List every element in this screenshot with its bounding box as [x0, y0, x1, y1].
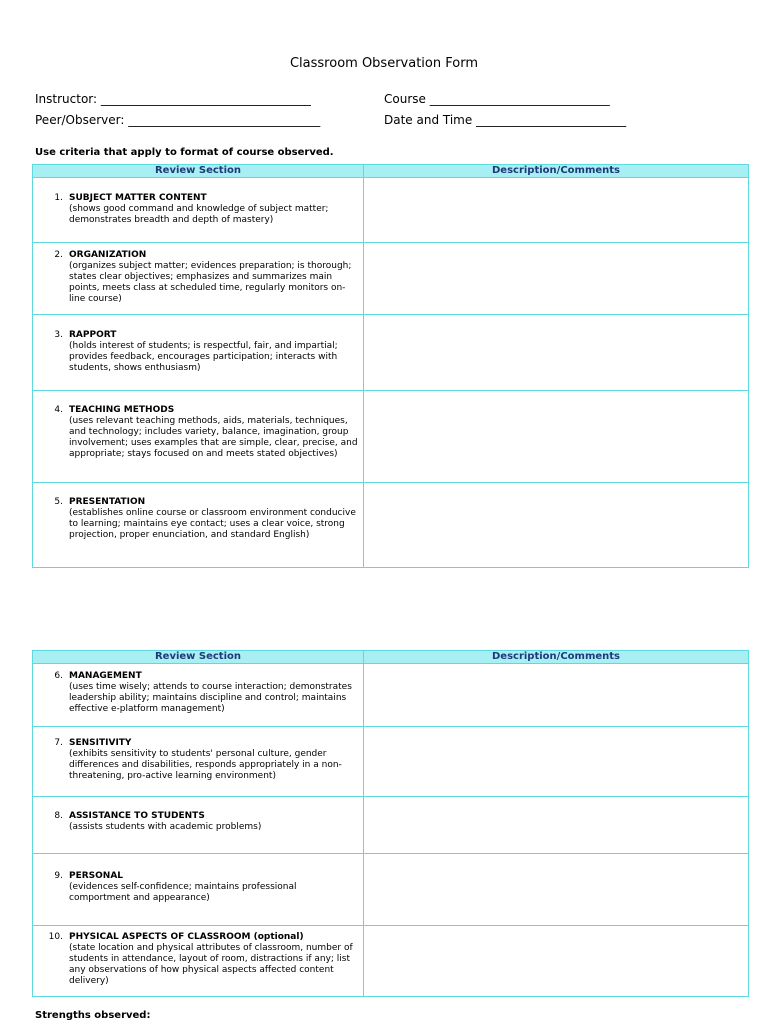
comment-cell[interactable]: [364, 178, 749, 243]
review-item-organization: [33, 243, 363, 305]
item-description: (uses relevant teaching methods, aids, materials, techniques, and technology; includes variety, balance, imagination, group involvement; uses examples that are simple, clear, precise, and appropriate; stays focused on and meets stated objectives): [69, 416, 358, 459]
item-number: 8.: [54, 811, 63, 821]
item-number: 4.: [54, 405, 63, 415]
item-title: MANAGEMENT: [69, 671, 142, 681]
item-title: PHYSICAL ASPECTS OF CLASSROOM (optional): [69, 932, 304, 942]
form-title: Classroom Observation Form: [289, 56, 478, 71]
item-description: (organizes subject matter; evidences preparation; is thorough; states clear objectives; emphasizes and summarizes main points, meets class at scheduled time, regularly monitors on-line course): [69, 261, 352, 304]
table-row: [33, 727, 749, 797]
item-description: (uses time wisely; attends to course interaction; demonstrates leadership ability; maintains discipline and control; maintains effective e-platform management): [69, 682, 352, 714]
item-number: 9.: [54, 871, 63, 881]
item-number: 3.: [54, 330, 63, 340]
review-item-personal: [33, 854, 363, 904]
comment-cell[interactable]: [364, 483, 749, 568]
instruction-text: Use criteria that apply to format of course observed.: [35, 147, 334, 158]
item-number: 1.: [54, 193, 63, 203]
review-item-assistance: [33, 797, 363, 833]
review-item-rapport: [33, 315, 363, 374]
comment-cell[interactable]: [364, 797, 749, 854]
review-item-physical-aspects: [33, 926, 363, 987]
item-title: RAPPORT: [69, 330, 117, 340]
item-description: (state location and physical attributes of classroom, number of students in attendance, layout of room, distractions if any; list any observations of how physical aspects affected content delivery): [69, 943, 353, 986]
review-item-management: [33, 664, 363, 715]
item-description: (holds interest of students; is respectful, fair, and impartial; provides feedback, encourages participation; interacts with students, shows enthusiasm): [69, 341, 338, 373]
strengths-label: Strengths observed:: [35, 1010, 151, 1021]
peer-observer-field[interactable]: Peer/Observer: ________________________________: [35, 113, 321, 127]
table-row: [33, 797, 749, 854]
table-row: [33, 926, 749, 997]
review-item-teaching-methods: [33, 391, 363, 460]
comment-cell[interactable]: [364, 727, 749, 797]
review-item-subject-matter: [33, 178, 363, 226]
description-comments-header: Description/Comments: [364, 165, 749, 178]
item-title: SUBJECT MATTER CONTENT: [69, 193, 207, 203]
item-title: ORGANIZATION: [69, 250, 147, 260]
table-row: [33, 664, 749, 727]
item-number: 7.: [54, 738, 63, 748]
course-field[interactable]: Course ______________________________: [384, 92, 610, 106]
table-row: [33, 854, 749, 926]
review-section-header: Review Section: [33, 651, 364, 664]
item-title: PRESENTATION: [69, 497, 146, 507]
table-row: [33, 391, 749, 483]
observation-table-1: [32, 164, 749, 568]
instructor-field[interactable]: Instructor: ___________________________________: [35, 92, 311, 106]
comment-cell[interactable]: [364, 243, 749, 315]
item-title: SENSITIVITY: [69, 738, 132, 748]
observation-table-2: [32, 650, 749, 997]
table-row: [33, 243, 749, 315]
item-number: 2.: [54, 250, 63, 260]
item-description: (evidences self-confidence; maintains professional comportment and appearance): [69, 882, 297, 903]
item-title: ASSISTANCE TO STUDENTS: [69, 811, 205, 821]
item-title: PERSONAL: [69, 871, 124, 881]
item-description: (assists students with academic problems): [69, 822, 262, 832]
comment-cell[interactable]: [364, 854, 749, 926]
review-item-presentation: [33, 483, 363, 541]
comment-cell[interactable]: [364, 926, 749, 997]
table-row: [33, 178, 749, 243]
comment-cell[interactable]: [364, 664, 749, 727]
item-description: (shows good command and knowledge of subject matter; demonstrates breadth and depth of mastery): [69, 204, 329, 225]
description-comments-header: Description/Comments: [364, 651, 749, 664]
item-description: (establishes online course or classroom environment conducive to learning; maintains eye contact; uses a clear voice, strong projection, proper enunciation, and standard English): [69, 508, 356, 540]
table-row: [33, 483, 749, 568]
comment-cell[interactable]: [364, 315, 749, 391]
item-number: 10.: [48, 932, 63, 942]
date-time-field[interactable]: Date and Time _________________________: [384, 113, 627, 127]
item-number: 6.: [54, 671, 63, 681]
review-section-header: Review Section: [33, 165, 364, 178]
item-description: (exhibits sensitivity to students' personal culture, gender differences and disabilities, responds appropriately in a non-threatening, pro-active learning environment): [69, 749, 342, 781]
item-number: 5.: [54, 497, 63, 507]
item-title: TEACHING METHODS: [69, 405, 175, 415]
comment-cell[interactable]: [364, 391, 749, 483]
table-row: [33, 315, 749, 391]
review-item-sensitivity: [33, 727, 363, 782]
